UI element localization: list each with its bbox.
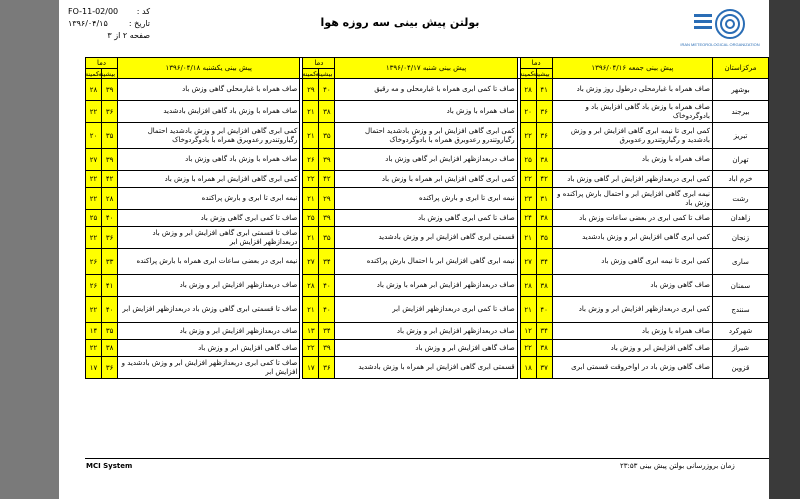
day3-min-header: کمینه: [86, 69, 102, 79]
city: بیرجند: [712, 101, 768, 123]
city: زنجان: [712, 227, 768, 249]
day1-max: ۳۶: [536, 101, 552, 123]
footer-divider: [85, 458, 769, 459]
city: خرم اباد: [712, 171, 768, 188]
day1-max: ۳۴: [536, 323, 552, 340]
city: شهرکرد: [712, 323, 768, 340]
code-label: کد :: [136, 7, 150, 16]
day2-description: صاف تا کمی ابری گاهی وزش باد: [335, 210, 517, 227]
day2-max: ۲۹: [319, 188, 335, 210]
day1-description: کمی ابری دربعدازظهر افزایش ابر و وزش باد: [552, 297, 712, 323]
day2-description: نیمه ابری گاهی افزایش ابر با احتمال بارش پراکنده: [335, 249, 517, 275]
city: بوشهر: [712, 79, 768, 101]
day2-max: ۳۴: [319, 323, 335, 340]
table-row: [86, 323, 769, 340]
organization-logo: [680, 4, 760, 52]
table-row: [86, 188, 769, 210]
day3-description: صاف تا کمی ابری دربعدازظهر افزایش ابر و وزش بادشدید و افزایش ابر: [118, 357, 300, 379]
forecast-table: [85, 57, 769, 379]
day2-min: ۲۱: [303, 101, 319, 123]
day1-max: ۳۸: [536, 275, 552, 297]
day2-max: ۳۵: [319, 227, 335, 249]
footer-system: MCI System: [86, 462, 133, 470]
day1-min: ۱۲: [520, 323, 536, 340]
table-row: [86, 297, 769, 323]
day3-max: ۳۶: [102, 101, 118, 123]
day3-description: صاف همراه با وزش باد گاهی افزایش بادشدید: [118, 101, 300, 123]
day1-max: ۳۸: [536, 149, 552, 171]
center-header: مرکزاستان: [712, 58, 768, 79]
day1-description: کمی ابری گاهی افزایش ابر و وزش بادشدید: [552, 227, 712, 249]
day2-description: صاف تا کمی ابری همراه با غبارمحلی و مه رقیق: [335, 79, 517, 101]
day1-description: صاف همراه با غبارمحلی درطول روز وزش باد: [552, 79, 712, 101]
day3-max: ۴۲: [102, 171, 118, 188]
day3-max: ۳۹: [102, 79, 118, 101]
day3-min: ۱۷: [86, 357, 102, 379]
svg-text:IRAN METEOROLOGICAL ORGANIZATI: IRAN METEOROLOGICAL ORGANIZATION: [680, 42, 760, 47]
table-row: [86, 275, 769, 297]
day1-max-header: بیشینه: [536, 69, 552, 79]
day3-description: نیمه ابری در بعضی ساعات ابری همراه با بارش پراکنده: [118, 249, 300, 275]
page-number: صفحه ۲ از ۳: [107, 31, 150, 40]
day3-min: ۲۲: [86, 297, 102, 323]
day2-min: ۲۱: [303, 188, 319, 210]
table-row: [86, 123, 769, 149]
day2-min: ۲۱: [303, 123, 319, 149]
city: سمنان: [712, 275, 768, 297]
day3-description: نیمه ابری تا ابری و بارش پراکنده: [118, 188, 300, 210]
day1-description: صاف گاهی وزش باد در اواخروقت قسمتی ابری: [552, 357, 712, 379]
city: تهران: [712, 149, 768, 171]
day2-temp-header: دما: [303, 58, 335, 69]
day3-min: ۲۶: [86, 275, 102, 297]
day1-description: صاف گاهی افزایش ابر و وزش باد: [552, 340, 712, 357]
day2-min: ۲۵: [303, 210, 319, 227]
day1-min: ۲۱: [520, 297, 536, 323]
day1-min-header: کمینه: [520, 69, 536, 79]
day1-min: ۲۵: [520, 149, 536, 171]
day1-min: ۲۴: [520, 210, 536, 227]
day1-max: ۳۸: [536, 210, 552, 227]
day3-max: ۳۹: [102, 149, 118, 171]
day1-min: ۲۱: [520, 227, 536, 249]
day3-description: صاف تا قسمتی ابری گاهی وزش باد دربعدازظهر افزایش ابر: [118, 297, 300, 323]
day1-max: ۳۷: [536, 357, 552, 379]
day2-max: ۴۰: [319, 297, 335, 323]
day1-max: ۳۱: [536, 188, 552, 210]
day1-description: کمی ابری دربعدازظهر افزایش ابر گاهی وزش باد: [552, 171, 712, 188]
table-row: [86, 171, 769, 188]
day3-max: ۴۰: [102, 297, 118, 323]
day2-max-header: بیشینه: [319, 69, 335, 79]
day2-min: ۲۷: [303, 249, 319, 275]
day2-min: ۱۷: [303, 357, 319, 379]
footer-update-time: زمان بروزرسانی بولتن پیش بینی ۲۳:۵۳: [620, 462, 735, 470]
day1-min: ۲۲: [520, 171, 536, 188]
day2-max: ۳۶: [319, 357, 335, 379]
day1-max: ۳۵: [536, 227, 552, 249]
day2-max: ۳۸: [319, 101, 335, 123]
day1-max: ۳۸: [536, 340, 552, 357]
day2-description: قسمتی ابری گاهی افزایش ابر همراه با وزش بادشدید: [335, 357, 517, 379]
day1-max: ۳۶: [536, 123, 552, 149]
table-row: [86, 340, 769, 357]
day3-max: ۳۵: [102, 323, 118, 340]
page-title: بولتن پیش بینی سه روزه هوا: [320, 16, 480, 29]
day1-description: نیمه ابری گاهی افزایش ابر و احتمال بارش پراکنده و وزش باد: [552, 188, 712, 210]
day2-header: پیش بینی شنبه ۱۳۹۶/۰۴/۱۷: [335, 58, 517, 79]
day2-max: ۳۵: [319, 123, 335, 149]
day1-header: پیش بینی جمعه ۱۳۹۶/۰۴/۱۶: [552, 58, 712, 79]
date-label: تاریخ :: [128, 19, 150, 28]
city: شیراز: [712, 340, 768, 357]
day1-min: ۲۳: [520, 188, 536, 210]
day1-min: ۲۲: [520, 123, 536, 149]
day3-min: ۲۶: [86, 249, 102, 275]
day1-min: ۲۸: [520, 79, 536, 101]
day1-description: صاف همراه با وزش باد: [552, 323, 712, 340]
city: رشت: [712, 188, 768, 210]
day1-min: ۲۰: [520, 101, 536, 123]
day3-description: صاف همراه با وزش باد گاهی وزش باد: [118, 149, 300, 171]
day3-min: ۲۰: [86, 123, 102, 149]
day1-description: کمی ابری تا نیمه ابری گاهی افزایش ابر و وزش بادشدید و رگباروتندرو رعدوبرق: [552, 123, 712, 149]
day1-max: ۴۲: [536, 171, 552, 188]
day3-max-header: بیشینه: [102, 69, 118, 79]
city: تبریز: [712, 123, 768, 149]
day3-description: صاف همراه با غبارمحلی گاهی وزش باد: [118, 79, 300, 101]
table-row: [86, 101, 769, 123]
day1-description: صاف گاهی وزش باد: [552, 275, 712, 297]
day3-min: ۲۷: [86, 149, 102, 171]
day3-description: صاف دربعدازظهر افزایش ابر و وزش باد: [118, 275, 300, 297]
day2-min: ۲۱: [303, 297, 319, 323]
day2-max: ۴۰: [319, 79, 335, 101]
day2-description: نیمه ابری تا ابری و بارش پراکنده: [335, 188, 517, 210]
day2-min-header: کمینه: [303, 69, 319, 79]
day1-description: صاف همراه با وزش باد: [552, 149, 712, 171]
day2-min: ۲۲: [303, 171, 319, 188]
day3-description: صاف تا کمی ابری گاهی وزش باد: [118, 210, 300, 227]
day2-min: ۲۹: [303, 79, 319, 101]
day2-description: صاف دربعدازظهر افزایش ابر گاهی وزش باد: [335, 149, 517, 171]
day3-min: ۲۲: [86, 227, 102, 249]
day2-max: ۴۰: [319, 275, 335, 297]
day2-description: صاف دربعدازظهر افزایش ابر و وزش باد: [335, 323, 517, 340]
day3-description: کمی ابری گاهی افزایش ابر همراه با وزش باد: [118, 171, 300, 188]
day1-max: ۴۰: [536, 297, 552, 323]
day1-temp-header: دما: [520, 58, 552, 69]
day2-description: صاف همراه با وزش باد: [335, 101, 517, 123]
day1-min: ۲۲: [520, 340, 536, 357]
day2-max: ۳۹: [319, 210, 335, 227]
viewer-background-right: [769, 0, 800, 499]
day2-description: صاف دربعدازظهر افزایش ابر همراه با وزش باد: [335, 275, 517, 297]
day2-description: کمی ابری گاهی افزایش ابر و وزش بادشدید احتمال رگباروتندرو رعدوبرق همراه با بادوگردوخاک: [335, 123, 517, 149]
day2-description: صاف تا کمی ابری دربعدازظهر افزایش ابر: [335, 297, 517, 323]
day1-description: صاف تا کمی ابری در بعضی ساعات وزش باد: [552, 210, 712, 227]
day3-max: ۴۱: [102, 275, 118, 297]
day3-min: ۲۲: [86, 340, 102, 357]
day2-max: ۴۲: [319, 171, 335, 188]
day3-description: کمی ابری گاهی افزایش ابر و وزش بادشدید احتمال رگباروتندرو رعدوبرق همراه با بادوگردوخاک: [118, 123, 300, 149]
day3-max: ۳۶: [102, 227, 118, 249]
day3-max: ۳۳: [102, 249, 118, 275]
city: سنندج: [712, 297, 768, 323]
form-header-box: [68, 6, 156, 48]
day2-min: ۲۶: [303, 149, 319, 171]
day2-min: ۲۲: [303, 340, 319, 357]
day3-min: ۲۲: [86, 188, 102, 210]
day3-min: ۲۲: [86, 101, 102, 123]
day3-max: ۴۰: [102, 210, 118, 227]
day3-header: پیش بینی یکشنبه ۱۳۹۶/۰۴/۱۸: [118, 58, 300, 79]
city: ساری: [712, 249, 768, 275]
day3-temp-header: دما: [86, 58, 118, 69]
day2-description: صاف گاهی افزایش ابر و وزش باد: [335, 340, 517, 357]
table-row: [86, 210, 769, 227]
day1-min: ۲۷: [520, 249, 536, 275]
table-row: [86, 357, 769, 379]
day1-max: ۴۱: [536, 79, 552, 101]
day3-min: ۲۸: [86, 79, 102, 101]
day1-min: ۱۸: [520, 357, 536, 379]
day1-max: ۳۴: [536, 249, 552, 275]
day2-description: کمی ابری گاهی افزایش ابر همراه با وزش باد: [335, 171, 517, 188]
day3-max: ۳۶: [102, 357, 118, 379]
day3-max: ۳۵: [102, 123, 118, 149]
table-row: [86, 149, 769, 171]
day2-min: ۱۳: [303, 323, 319, 340]
day3-description: صاف گاهی افزایش ابر و وزش باد: [118, 340, 300, 357]
day2-max: ۳۴: [319, 249, 335, 275]
viewer-background-left: [0, 0, 59, 499]
date-value: ۱۳۹۶/۰۴/۱۵: [68, 19, 108, 28]
day3-min: ۲۲: [86, 171, 102, 188]
day2-max: ۳۹: [319, 149, 335, 171]
day3-description: صاف تا قسمتی ابری گاهی افزایش ابر و وزش باد دربعدازظهر افزایش ابر: [118, 227, 300, 249]
city: قزوین: [712, 357, 768, 379]
day2-max: ۳۹: [319, 340, 335, 357]
day3-description: صاف دربعدازظهر افزایش ابر و وزش باد: [118, 323, 300, 340]
day3-min: ۲۵: [86, 210, 102, 227]
day3-max: ۳۸: [102, 340, 118, 357]
table-row: [86, 79, 769, 101]
table-row: [86, 249, 769, 275]
day3-max: ۲۸: [102, 188, 118, 210]
day3-min: ۱۴: [86, 323, 102, 340]
day1-min: ۲۸: [520, 275, 536, 297]
day2-description: قسمتی ابری گاهی افزایش ابر و وزش بادشدید: [335, 227, 517, 249]
day2-min: ۲۸: [303, 275, 319, 297]
form-code: FO-11-02/00: [68, 7, 119, 16]
day1-description: صاف همراه با وزش باد گاهی افزایش باد و بادوگردوخاک: [552, 101, 712, 123]
day2-min: ۲۱: [303, 227, 319, 249]
day1-description: کمی ابری تا نیمه ابری گاهی وزش باد: [552, 249, 712, 275]
city: زاهدان: [712, 210, 768, 227]
table-row: [86, 227, 769, 249]
